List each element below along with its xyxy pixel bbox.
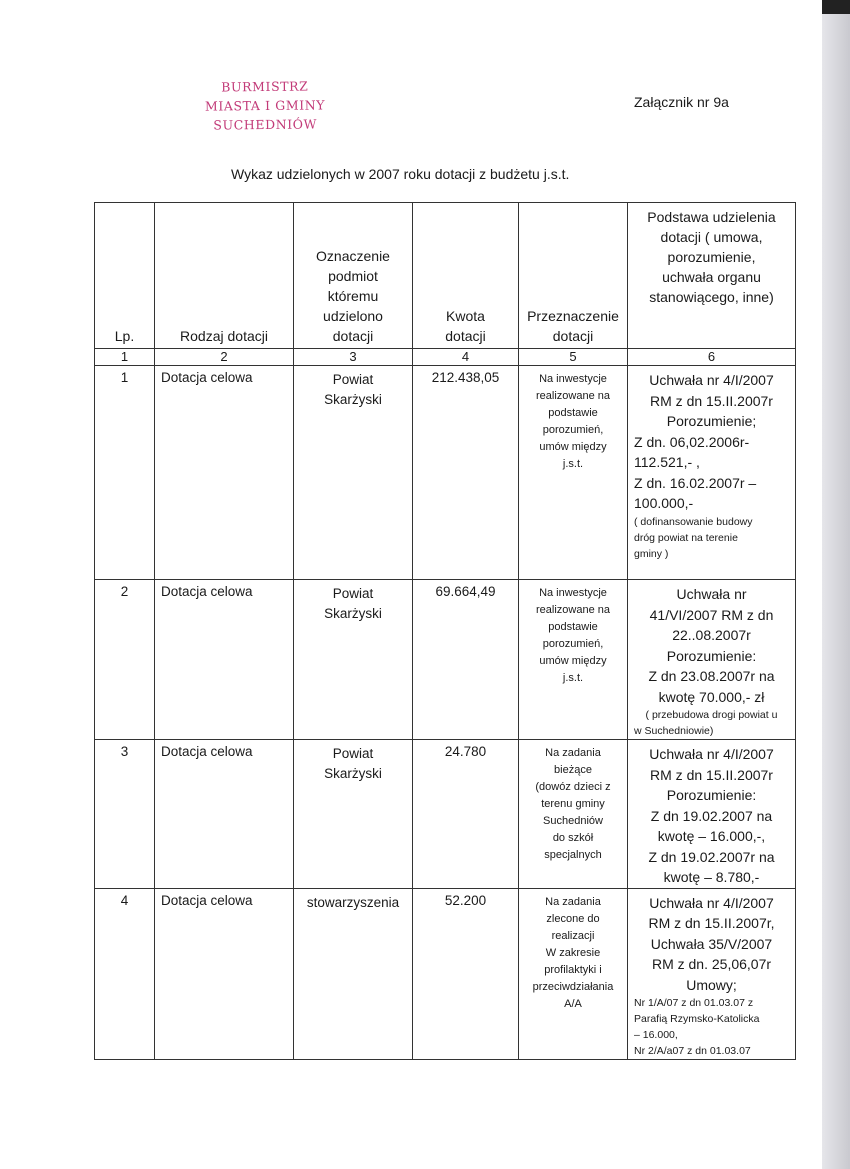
header-row — [95, 203, 796, 349]
column-number-row — [95, 349, 796, 366]
cell-podmiot: Powiat Skarżyski — [294, 740, 413, 889]
header-podmiot: Oznaczenie podmiot któremu udzielono dotacji — [294, 203, 413, 349]
cell-kwota: 212.438,05 — [413, 366, 519, 580]
cell-lp: 1 — [95, 366, 155, 580]
table-row — [95, 366, 796, 580]
column-number: 4 — [413, 349, 519, 366]
column-number: 6 — [628, 349, 796, 366]
cell-podstawa: Uchwała nr 4/I/2007 RM z dn 15.II.2007r Porozumienie: Z dn 19.02.2007 na kwotę – 16.000,-, Z dn 19.02.2007r na kwotę – 8.780,- — [628, 740, 796, 889]
header-podstawa: Podstawa udzielenia dotacji ( umowa, porozumienie, uchwała organu stanowiącego, inne) — [628, 203, 796, 349]
cell-podmiot: Powiat Skarżyski — [294, 580, 413, 740]
cell-rodzaj: Dotacja celowa — [155, 740, 294, 889]
cell-rodzaj: Dotacja celowa — [155, 580, 294, 740]
cell-rodzaj: Dotacja celowa — [155, 366, 294, 580]
header-rodzaj: Rodzaj dotacji — [155, 203, 294, 349]
table-row — [95, 580, 796, 740]
column-number: 1 — [95, 349, 155, 366]
cell-lp: 3 — [95, 740, 155, 889]
mayor-stamp — [170, 76, 361, 135]
column-number: 2 — [155, 349, 294, 366]
stamp-line: SUCHEDNIÓW — [213, 116, 318, 133]
header-kwota: Kwota dotacji — [413, 203, 519, 349]
cell-przeznaczenie: Na inwestycje realizowane na podstawie porozumień, umów między j.s.t. — [519, 366, 628, 580]
cell-podstawa: Uchwała nr 4/I/2007 RM z dn 15.II.2007r, Uchwała 35/V/2007 RM z dn. 25,06,07r Umowy; Nr 1/A/07 z dn 01.03.07 z Parafią Rzymsko-Katolicka – 16.000, Nr 2/A/a07 z dn 01.03.07 — [628, 888, 796, 1060]
header-lp: Lp. — [95, 203, 155, 349]
annex-label: Załącznik nr 9a — [634, 94, 729, 110]
page-edge-shadow — [822, 0, 850, 1169]
cell-kwota: 69.664,49 — [413, 580, 519, 740]
cell-przeznaczenie: Na inwestycje realizowane na podstawie porozumień, umów między j.s.t. — [519, 580, 628, 740]
cell-rodzaj: Dotacja celowa — [155, 888, 294, 1060]
table-row — [95, 888, 796, 1060]
cell-przeznaczenie: Na zadania bieżące (dowóz dzieci z terenu gminy Suchedniów do szkół specjalnych — [519, 740, 628, 889]
column-number: 3 — [294, 349, 413, 366]
cell-podstawa: Uchwała nr 4/I/2007 RM z dn 15.II.2007r Porozumienie; Z dn. 06,02.2006r- 112.521,- , Z dn. 16.02.2007r – 100.000,- ( dofinansowanie budowy dróg powiat na terenie gminy ) — [628, 366, 796, 580]
document-title: Wykaz udzielonych w 2007 roku dotacji z budżetu j.s.t. — [231, 166, 570, 182]
cell-podmiot: stowarzyszenia — [294, 888, 413, 1060]
column-number: 5 — [519, 349, 628, 366]
scan-corner — [822, 0, 850, 14]
cell-podmiot: Powiat Skarżyski — [294, 366, 413, 580]
cell-przeznaczenie: Na zadania zlecone do realizacji W zakresie profilaktyki i przeciwdziałania A/A — [519, 888, 628, 1060]
cell-lp: 4 — [95, 888, 155, 1060]
table-row — [95, 740, 796, 889]
cell-lp: 2 — [95, 580, 155, 740]
cell-kwota: 24.780 — [413, 740, 519, 889]
grants-table — [94, 202, 796, 1060]
stamp-line: MIASTA I GMINY — [204, 97, 326, 114]
cell-podstawa: Uchwała nr 41/VI/2007 RM z dn 22..08.2007r Porozumienie: Z dn 23.08.2007r na kwotę 70.000,- zł ( przebudowa drogi powiat u w Suchedniowie) — [628, 580, 796, 740]
stamp-line: BURMISTRZ — [221, 78, 309, 95]
header-przeznaczenie: Przeznaczenie dotacji — [519, 203, 628, 349]
cell-kwota: 52.200 — [413, 888, 519, 1060]
